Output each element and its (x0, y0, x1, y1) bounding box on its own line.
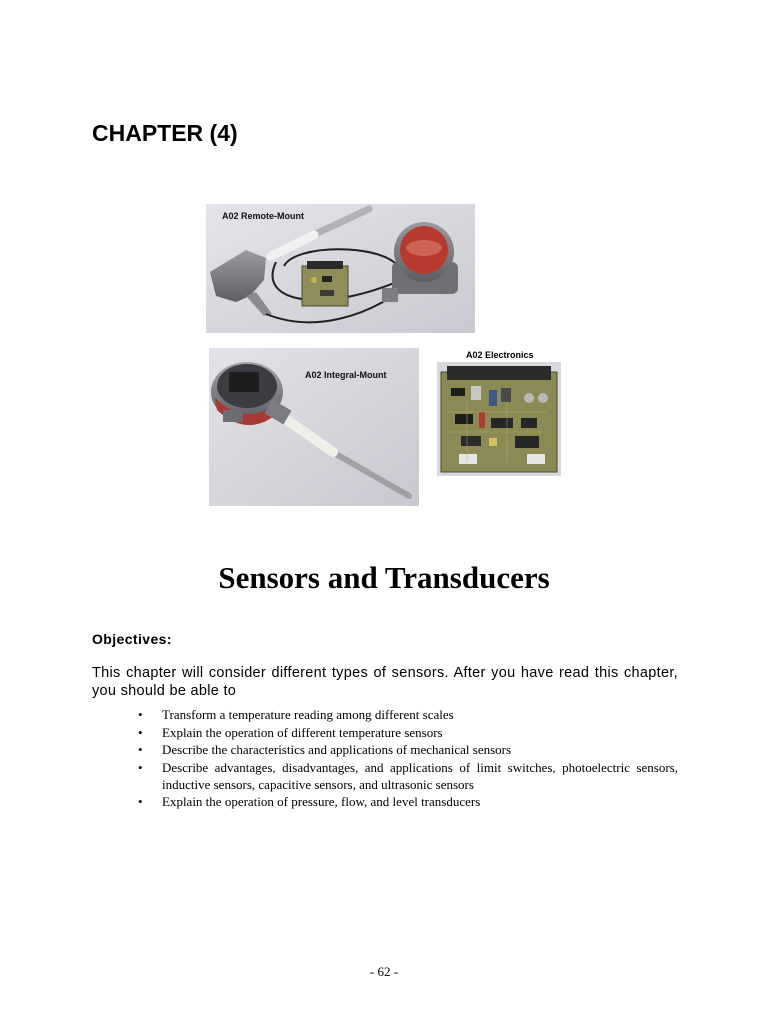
chapter-heading: CHAPTER (4) (92, 120, 238, 146)
list-item: • Describe advantages, disadvantages, and applications of limit switches, photoelectric sensors, inductive sensors, capacitive sensors, and ultrasonic sensors (138, 759, 678, 792)
photo-integral-mount-sensor (209, 348, 419, 506)
photo-remote-mount-sensor (206, 204, 475, 333)
list-item: • Transform a temperature reading among different scales (138, 707, 454, 722)
photo-electronics-board (437, 362, 561, 476)
caption-integral-mount: A02 Integral-Mount (305, 370, 387, 380)
bullet-icon: • (138, 742, 143, 757)
bullet-icon: • (138, 707, 143, 722)
objectives-heading: Objectives: (92, 631, 172, 647)
list-item: • Describe the characteristics and applications of mechanical sensors (138, 742, 512, 757)
bullet-icon: • (138, 759, 143, 775)
objectives-list (138, 706, 678, 811)
intro-paragraph: This chapter will consider different types of sensors. After you have read this chapter, you should be able to (92, 665, 678, 699)
list-item: • Explain the operation of pressure, flow, and level transducers (138, 794, 481, 809)
caption-electronics: A02 Electronics (466, 350, 534, 360)
bullet-icon: • (138, 794, 143, 809)
document-title: Sensors and Transducers (218, 560, 550, 595)
bullet-icon: • (138, 724, 143, 740)
caption-remote-mount: A02 Remote-Mount (222, 211, 305, 221)
list-item: • Explain the operation of different temperature sensors (138, 724, 443, 740)
page-number: - 62 - (369, 964, 399, 979)
